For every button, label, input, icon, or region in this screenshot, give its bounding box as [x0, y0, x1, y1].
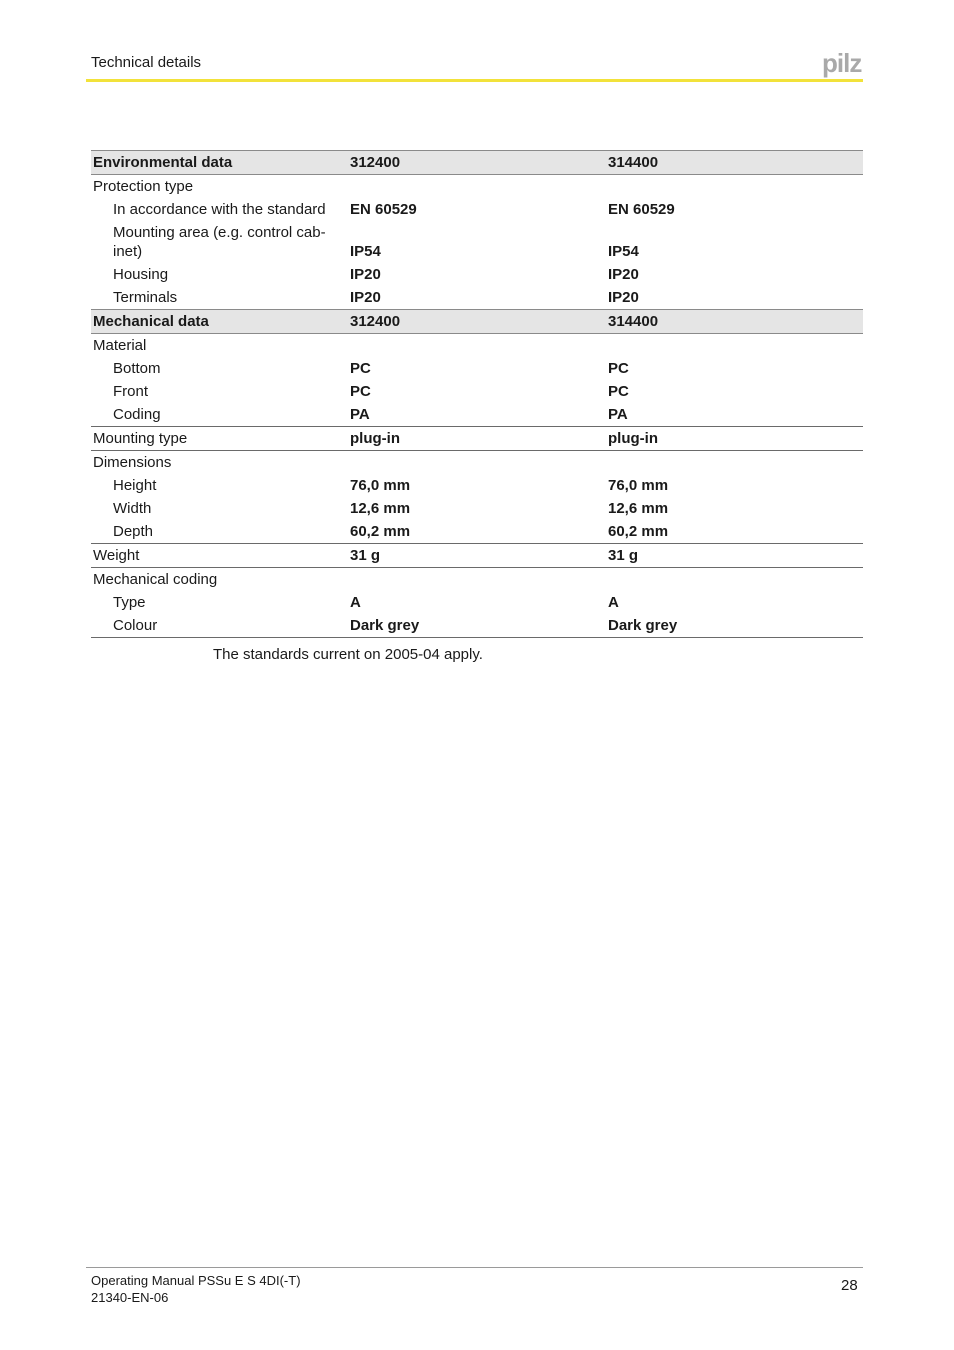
table-row — [91, 591, 863, 614]
footer-document-number: 21340-EN-06 — [91, 1290, 169, 1305]
row-label — [91, 221, 348, 263]
header-cell: Environmental data — [91, 151, 348, 175]
row-label-line: inet) — [113, 243, 143, 260]
standards-note: The standards current on 2005-04 apply. — [213, 646, 483, 663]
value-314400: IP20 — [608, 266, 639, 283]
row-label: Protection type — [93, 178, 194, 195]
row-label: Coding — [91, 403, 348, 427]
value-314400: 76,0 mm — [608, 477, 669, 494]
value-312400: PC — [350, 383, 371, 400]
page-number: 28 — [841, 1277, 858, 1294]
table-header-environmental — [91, 151, 863, 175]
header-cell: 312400 — [348, 151, 606, 175]
row-label: In accordance with the standard — [113, 201, 326, 218]
value-314400: IP20 — [608, 289, 639, 306]
value-314400: PC — [608, 360, 629, 377]
value-312400: IP20 — [350, 289, 381, 306]
table-row — [91, 520, 863, 544]
value-314400: EN 60529 — [608, 201, 675, 218]
value-314400: A — [608, 594, 619, 611]
table-row — [91, 544, 863, 568]
row-label: Bottom — [113, 360, 161, 377]
table-row — [91, 357, 863, 380]
value-312400: IP20 — [350, 266, 381, 283]
page-header-title: Technical details — [91, 54, 202, 71]
table-row — [91, 380, 863, 403]
value-312400: PC — [350, 360, 371, 377]
table-row — [91, 198, 863, 221]
row-label: Terminals — [113, 289, 178, 306]
row-label: Housing — [113, 266, 169, 283]
table-row — [91, 474, 863, 497]
row-label: Depth — [91, 520, 348, 544]
table-row — [91, 497, 863, 520]
row-label: Colour — [91, 614, 348, 638]
row-label: Height — [113, 477, 157, 494]
value-312400: 12,6 mm — [350, 500, 411, 517]
value-314400: 12,6 mm — [608, 500, 669, 517]
header-cell: 314400 — [606, 310, 863, 334]
value-314400: 60,2 mm — [606, 520, 863, 544]
header-cell: 312400 — [348, 310, 606, 334]
header-cell: 314400 — [606, 151, 863, 175]
table-row — [91, 614, 863, 638]
value-314400: plug-in — [606, 427, 863, 451]
table-row — [91, 286, 863, 310]
table-row — [91, 263, 863, 286]
header-cell: Mechanical data — [91, 310, 348, 334]
row-label-line: Mounting area (e.g. control cab- — [113, 224, 326, 241]
pilz-logo — [820, 48, 866, 78]
table-row — [91, 334, 863, 358]
value-312400: A — [350, 594, 361, 611]
table-row — [91, 427, 863, 451]
table-row — [91, 221, 863, 263]
table-row — [91, 568, 863, 592]
footer-manual-title: Operating Manual PSSu E S 4DI(-T) — [91, 1273, 301, 1288]
row-label: Mounting type — [91, 427, 348, 451]
value-312400: Dark grey — [348, 614, 606, 638]
value-314400: Dark grey — [606, 614, 863, 638]
value-312400: plug-in — [348, 427, 606, 451]
value-312400: 60,2 mm — [348, 520, 606, 544]
value-314400: 31 g — [606, 544, 863, 568]
row-label: Material — [93, 337, 147, 354]
value-312400: IP54 — [350, 243, 381, 260]
row-label: Width — [113, 500, 152, 517]
row-label: Weight — [91, 544, 348, 568]
row-label: Mechanical coding — [93, 571, 218, 588]
value-312400: PA — [348, 403, 606, 427]
table-row — [91, 175, 863, 199]
footer-rule — [86, 1267, 863, 1268]
value-312400: EN 60529 — [350, 201, 417, 218]
value-312400: 76,0 mm — [350, 477, 411, 494]
value-314400: PA — [606, 403, 863, 427]
row-label: Dimensions — [93, 454, 172, 471]
table-row — [91, 403, 863, 427]
value-314400: PC — [608, 383, 629, 400]
technical-data-table — [91, 150, 863, 638]
table-row — [91, 451, 863, 475]
value-312400: 31 g — [348, 544, 606, 568]
svg-text:pilz: pilz — [822, 48, 862, 78]
table-header-mechanical — [91, 310, 863, 334]
header-rule — [86, 79, 863, 82]
row-label: Front — [113, 383, 149, 400]
value-314400: IP54 — [608, 243, 639, 260]
row-label: Type — [113, 594, 146, 611]
